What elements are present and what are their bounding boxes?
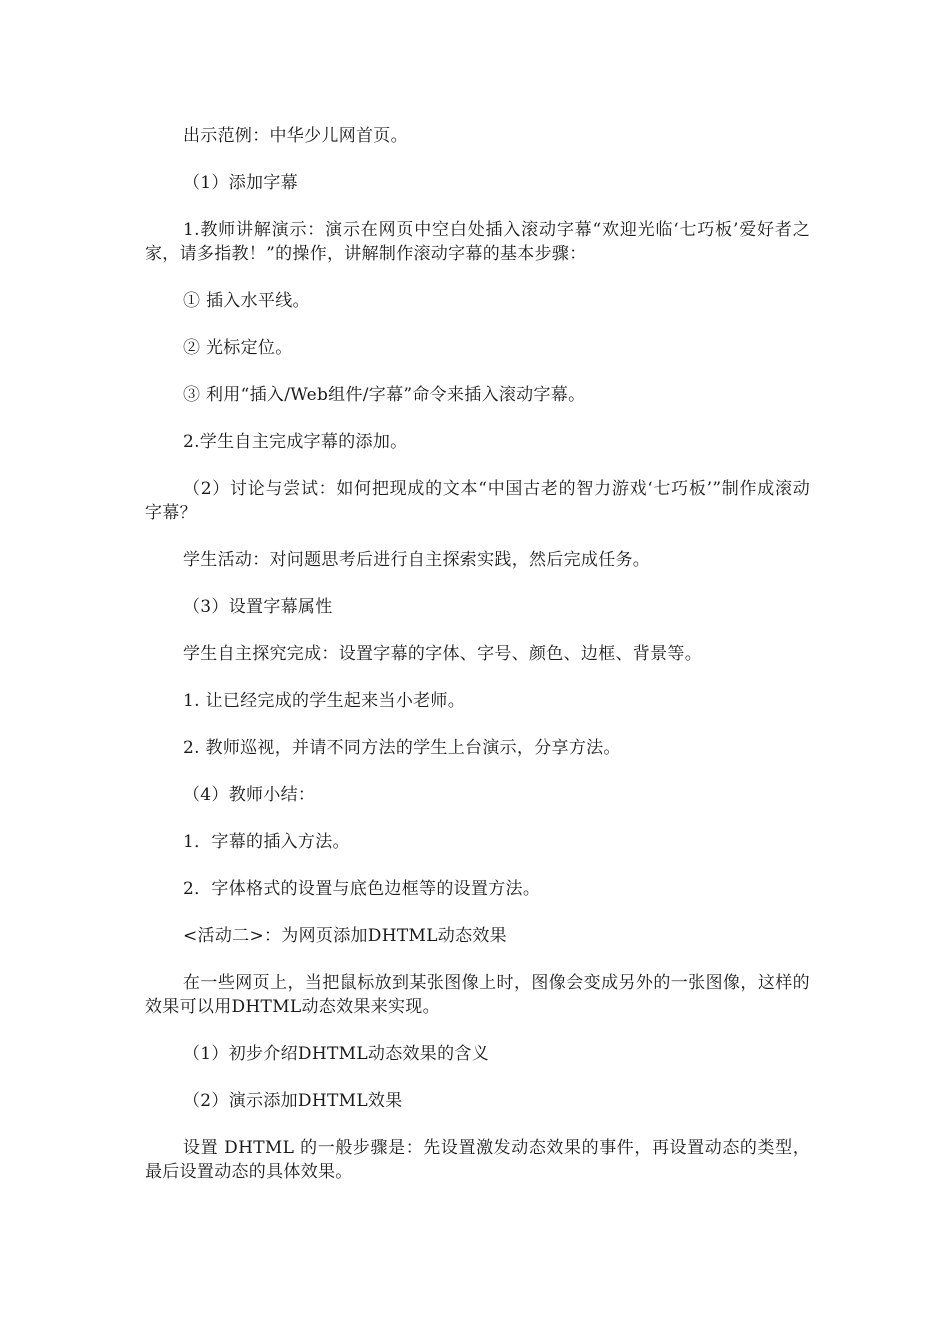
list-item-insert-method: 1．字幕的插入方法。 — [183, 832, 350, 852]
step-insert-hr: ① 插入水平线。 — [183, 291, 310, 311]
paragraph-explore: 学生自主探究完成：设置字幕的字体、字号、颜色、边框、背景等。 — [183, 644, 702, 664]
list-item-format-method: 2．字体格式的设置与底色边框等的设置方法。 — [183, 879, 541, 899]
heading-activity-two: <活动二>：为网页添加DHTML动态效果 — [183, 926, 507, 946]
step-cursor-position: ② 光标定位。 — [183, 338, 293, 358]
heading-marquee-properties: （3）设置字幕属性 — [183, 597, 333, 617]
heading-dhtml-meaning: （1）初步介绍DHTML动态效果的含义 — [183, 1044, 490, 1064]
paragraph-example: 出示范例：中华少儿网首页。 — [183, 126, 408, 146]
heading-dhtml-demo: （2）演示添加DHTML效果 — [183, 1091, 403, 1111]
paragraph-student-complete: 2.学生自主完成字幕的添加。 — [183, 432, 408, 452]
heading-discussion: （2）讨论与尝试：如何把现成的文本“中国古老的智力游戏‘七巧板’”制作成滚动字幕？ — [145, 479, 810, 523]
document-body — [145, 124, 810, 1207]
list-item-teacher-patrol: 2. 教师巡视，并请不同方法的学生上台演示，分享方法。 — [183, 738, 621, 758]
list-item-little-teacher: 1. 让已经完成的学生起来当小老师。 — [183, 691, 466, 711]
heading-add-marquee: （1）添加字幕 — [183, 173, 298, 193]
paragraph-dhtml-intro: 在一些网页上，当把鼠标放到某张图像上时，图像会变成另外的一张图像，这样的效果可以用DHTML动态效果来实现。 — [145, 973, 810, 1017]
paragraph-dhtml-steps: 设置 DHTML 的一般步骤是：先设置激发动态效果的事件，再设置动态的类型，最后设置动态的具体效果。 — [145, 1138, 810, 1182]
paragraph-student-activity: 学生活动：对问题思考后进行自主探索实践，然后完成任务。 — [183, 550, 651, 570]
heading-summary: （4）教师小结： — [183, 785, 316, 805]
step-insert-command: ③ 利用“插入/Web组件/字幕”命令来插入滚动字幕。 — [183, 385, 586, 405]
paragraph-teacher-demo: 1.教师讲解演示：演示在网页中空白处插入滚动字幕“欢迎光临‘七巧板’爱好者之家，请多指教！”的操作，讲解制作滚动字幕的基本步骤： — [145, 220, 810, 264]
